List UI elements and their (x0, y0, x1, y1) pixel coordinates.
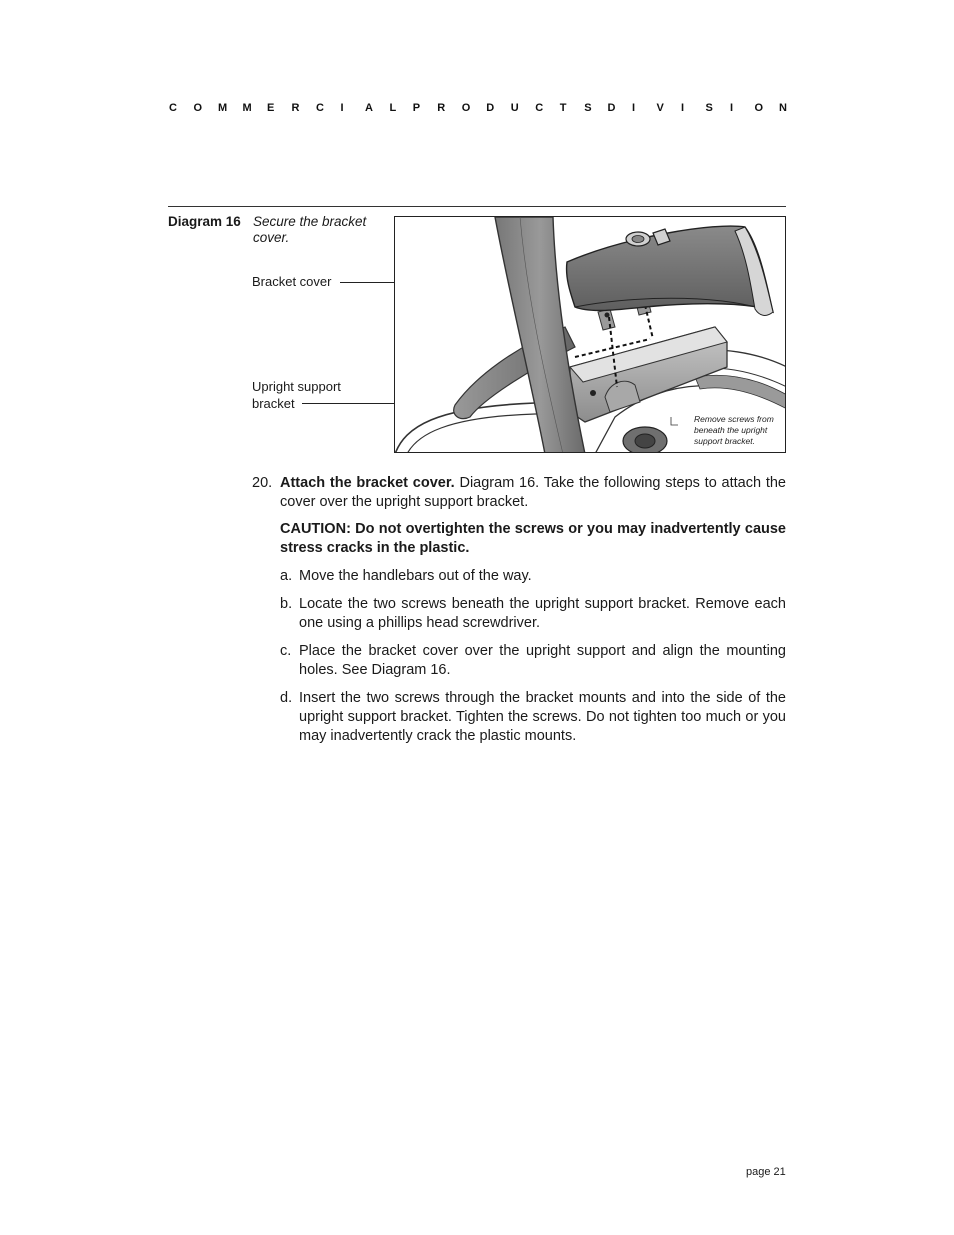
step-20 (252, 474, 786, 512)
substep-d (280, 689, 786, 746)
division-header (169, 100, 789, 116)
callout-upright-line1: Upright support (252, 379, 341, 394)
step-description: Diagram 16. Take the following steps to attach the cover over the upright support bracket. (280, 475, 786, 510)
note-line3: support bracket. (694, 436, 755, 446)
diagram-label: Diagram 16 (168, 214, 241, 229)
substep-letter: a. (280, 568, 293, 584)
callout-upright-line2: bracket (252, 396, 295, 411)
substep-letter: c. (280, 643, 292, 659)
header-word-division: D I V I S I O N (607, 102, 787, 114)
substep-a (280, 567, 786, 586)
step-text (280, 474, 786, 512)
section-rule (168, 206, 786, 207)
page-number: page 21 (746, 1166, 786, 1178)
note-line1: Remove screws from (694, 414, 774, 424)
substep-text: Locate the two screws beneath the upright support bracket. Remove each one using a phillips head screwdriver. (299, 596, 786, 631)
substep-letter: d. (280, 690, 293, 706)
diagram-figure (394, 216, 786, 453)
header-word-products: P R O D U C T S (412, 102, 592, 114)
header-word-commercial: C O M M E R C I A L (169, 102, 397, 114)
caution-note (280, 520, 786, 558)
substep-c (280, 642, 786, 680)
caution-label: CAUTION (280, 521, 347, 537)
substep-text: Move the handlebars out of the way. (299, 568, 532, 584)
step-number: 20. (252, 475, 273, 491)
note-line2: beneath the upright (694, 425, 768, 435)
substep-letter: b. (280, 596, 293, 612)
substep-b (280, 595, 786, 633)
caution-text: : Do not overtighten the screws or you may inadvertently cause stress cracks in the plastic. (280, 521, 786, 556)
substep-text: Place the bracket cover over the upright support and align the mounting holes. See Diagram 16. (299, 643, 786, 678)
substep-text: Insert the two screws through the bracket mounts and into the side of the upright support bracket. Tighten the screws. Do not tighten too much or you may inadvertently crack the plastic mounts. (299, 690, 786, 744)
bracket-illustration (395, 217, 786, 453)
callout-bracket-cover: Bracket cover (252, 274, 332, 289)
instructions (252, 474, 786, 746)
step-title: Attach the bracket cover. (280, 475, 455, 491)
diagram-caption: Secure the bracket cover. (253, 214, 367, 245)
